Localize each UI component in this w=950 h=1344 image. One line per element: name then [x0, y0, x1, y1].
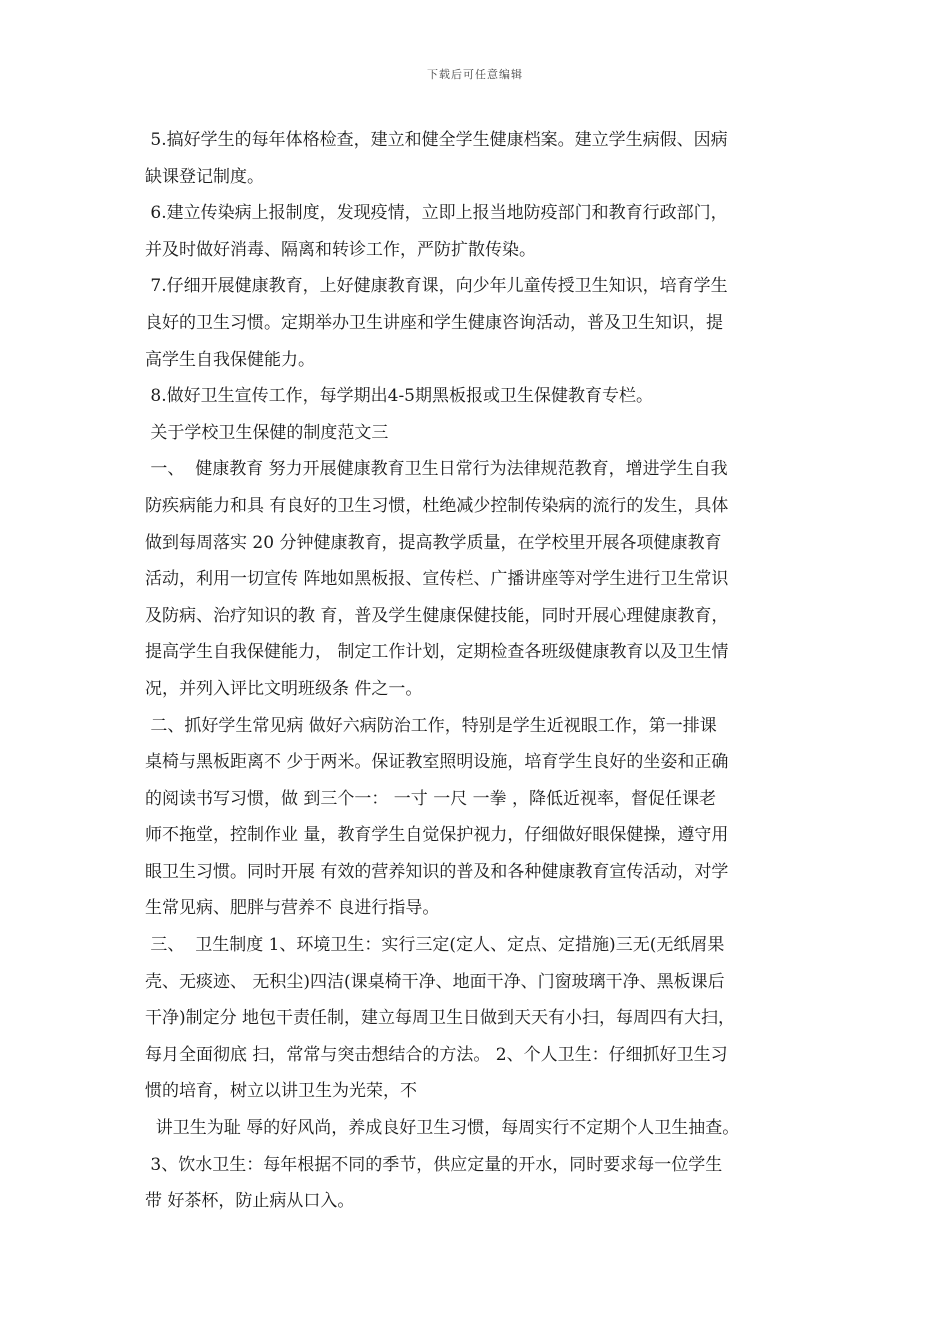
text-line: 二、抓好学生常见病 做好六病防治工作，特别是学生近视眼工作，第一排课 [145, 715, 717, 736]
text-line: 良好的卫生习惯。定期举办卫生讲座和学生健康咨询活动，普及卫生知识，提 [145, 312, 723, 333]
text-line: 三、 卫生制度 1、环境卫生：实行三定(定人、定点、定措施)三无(无纸屑果 [145, 935, 725, 956]
text-line: 5.搞好学生的每年体格检查，建立和健全学生健康档案。建立学生病假、因病 [145, 130, 728, 150]
text-line: 带 好茶杯，防止病从口入。 [145, 1191, 355, 1212]
text-line: 师不拖堂，控制作业 量，教育学生自觉保护视力，仔细做好眼保健操，遵守用 [145, 825, 729, 846]
text-line: 况，并列入评比文明班级条 件之一。 [145, 678, 423, 699]
text-line: 活动，利用一切宣传 阵地如黑板报、宣传栏、广播讲座等对学生进行卫生常识 [145, 569, 729, 590]
text-line: 壳、无痰迹、 无积尘)四洁(课桌椅干净、地面干净、门窗玻璃干净、黑板课后 [145, 971, 725, 992]
text-line: 桌椅与黑板距离不 少于两米。保证教室照明设施，培育学生良好的坐姿和正确 [145, 752, 729, 773]
text-line: 并及时做好消毒、隔离和转诊工作，严防扩散传染。 [145, 239, 536, 260]
page-header-note: 下载后可任意编辑 [427, 68, 523, 81]
text-line: 的阅读书写习惯，做 到三个一： 一寸 一尺 一拳 ，降低近视率，督促任课老 [145, 788, 717, 809]
text-line: 一、 健康教育 努力开展健康教育卫生日常行为法律规范教育，增进学生自我 [145, 459, 728, 480]
text-line: 提高学生自我保健能力， 制定工作计划，定期检查各班级健康教育以及卫生情 [145, 642, 729, 663]
text-line: 干净)制定分 地包干责任制，建立每周卫生日做到天天有小扫，每周四有大扫， [145, 1008, 736, 1029]
text-line: 每月全面彻底 扫，常常与突击想结合的方法。 2、个人卫生：仔细抓好卫生习 [145, 1044, 728, 1065]
text-line: 高学生自我保健能力。 [145, 349, 315, 370]
text-line: 讲卫生为耻 辱的好风尚，养成良好卫生习惯，每周实行不定期个人卫生抽查。 [145, 1118, 740, 1139]
text-line: 惯的培育，树立以讲卫生为光荣，不 [145, 1081, 417, 1102]
text-line: 6.建立传染病上报制度，发现疫情，立即上报当地防疫部门和教育行政部门， [145, 203, 728, 224]
text-line: 7.仔细开展健康教育，上好健康教育课，向少年儿童传授卫生知识，培育学生 [145, 276, 728, 297]
text-line: 及防病、治疗知识的教 育，普及学生健康保健技能，同时开展心理健康教育， [145, 605, 729, 626]
text-line: 3、饮水卫生：每年根据不同的季节，供应定量的开水，同时要求每一位学生 [145, 1154, 723, 1175]
text-line: 眼卫生习惯。同时开展 有效的营养知识的普及和各种健康教育宣传活动，对学 [145, 861, 729, 882]
text-line: 缺课登记制度。 [145, 166, 264, 187]
section-title: 关于学校卫生保健的制度范文三 [145, 422, 389, 443]
document-body [145, 122, 825, 1220]
text-line: 8.做好卫生宣传工作，每学期出4-5期黑板报或卫生保健教育专栏。 [145, 386, 653, 407]
text-line: 做到每周落实 20 分钟健康教育，提高教学质量，在学校里开展各项健康教育 [145, 532, 722, 553]
text-line: 防疾病能力和具 有良好的卫生习惯，杜绝减少控制传染病的流行的发生，具体 [145, 495, 729, 516]
text-line: 生常见病、肥胖与营养不 良进行指导。 [145, 898, 440, 919]
